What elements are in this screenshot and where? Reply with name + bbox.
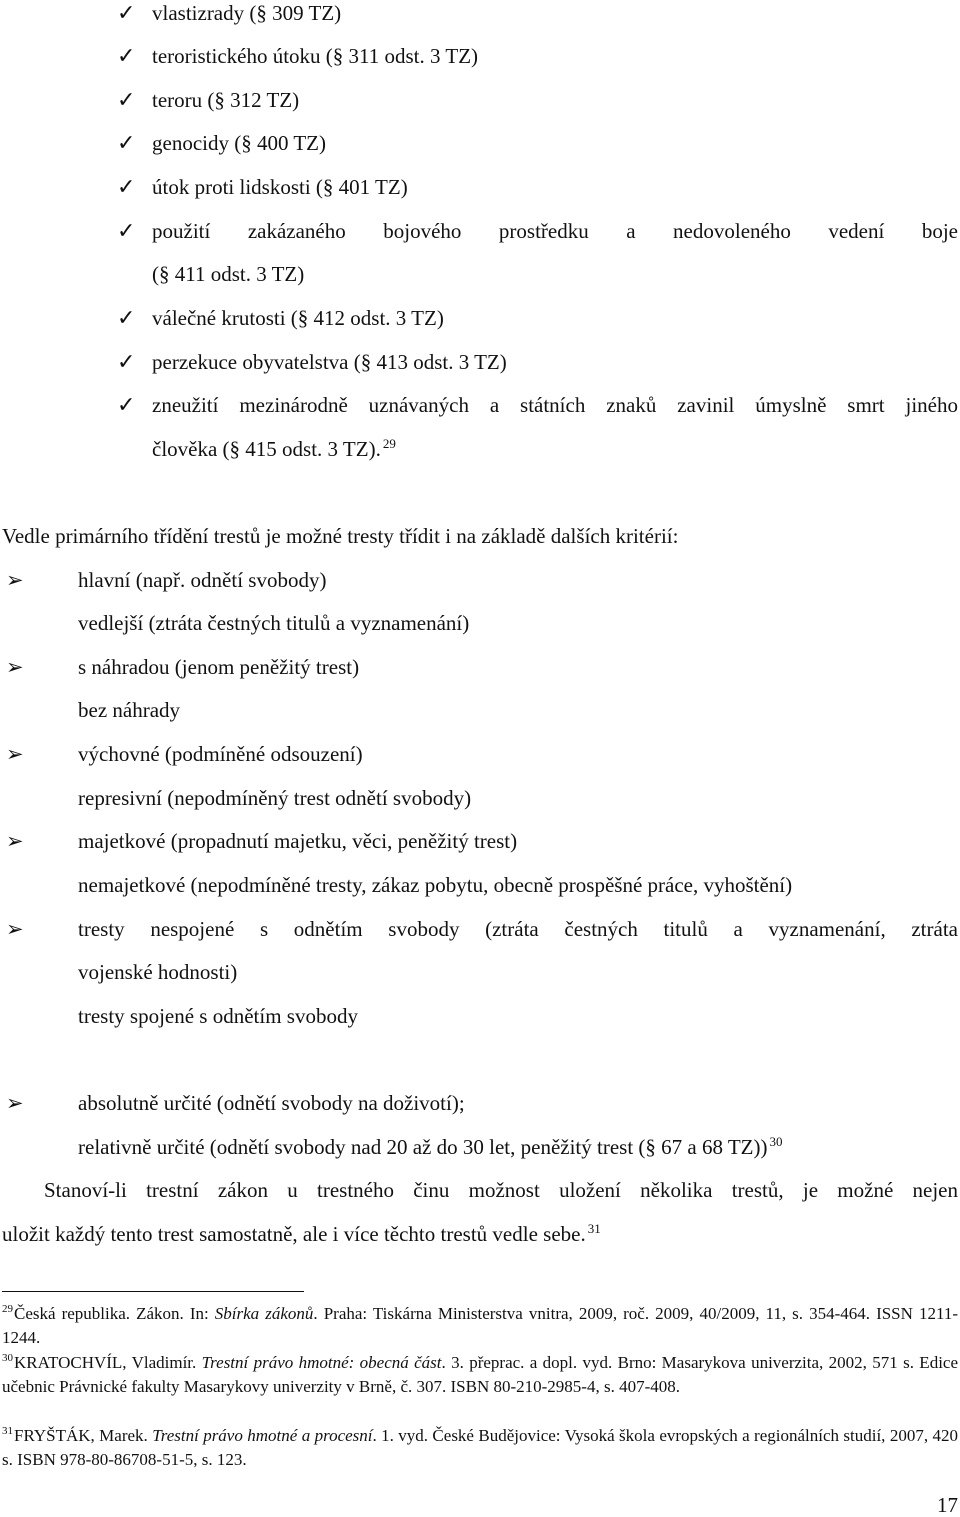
checkmark-icon: ✓ bbox=[117, 43, 136, 68]
footnote-ref: 30 bbox=[769, 1134, 783, 1149]
list-item: hlavní (např. odnětí svobody) bbox=[78, 568, 327, 592]
footnote-number: 30 bbox=[2, 1352, 13, 1364]
arrow-bullet-icon: ➢ bbox=[6, 829, 24, 853]
closing-paragraph-line: Stanoví-li trestní zákon u trestného činu možnost uložení několika trestů, je možné nejen bbox=[44, 1178, 958, 1202]
list-item: teroru (§ 312 TZ) bbox=[152, 88, 300, 112]
footnote-text: KRATOCHVÍL, Vladimír. bbox=[14, 1353, 202, 1372]
footnote-title: Trestní právo hmotné: obecná část bbox=[201, 1353, 442, 1372]
checkmark-icon: ✓ bbox=[117, 349, 136, 374]
list-item-text: člověka (§ 415 odst. 3 TZ). bbox=[152, 437, 381, 461]
intro-sentence: Vedle primárního třídění trestů je možné tresty třídit i na základě dalších kritérií: bbox=[2, 524, 679, 548]
closing-paragraph-line bbox=[2, 1221, 601, 1247]
footnote-title: Trestní právo hmotné a procesní bbox=[152, 1426, 373, 1445]
list-item-continuation: (§ 411 odst. 3 TZ) bbox=[152, 262, 305, 286]
list-item: genocidy (§ 400 TZ) bbox=[152, 131, 326, 155]
list-item-continuation: vojenské hodnosti) bbox=[78, 960, 238, 984]
footnote-ref: 31 bbox=[587, 1221, 601, 1236]
list-item: majetkové (propadnutí majetku, věci, peněžitý trest) bbox=[78, 829, 518, 853]
checkmark-icon: ✓ bbox=[117, 130, 136, 155]
list-item-text: relativně určité (odnětí svobody nad 20 až do 30 let, peněžitý trest (§ 67 a 68 TZ)) bbox=[78, 1135, 768, 1159]
list-item: útok proti lidskosti (§ 401 TZ) bbox=[152, 175, 408, 199]
footnote-title: Sbírka zákonů bbox=[214, 1304, 314, 1323]
list-item: represivní (nepodmíněný trest odnětí svobody) bbox=[78, 786, 472, 810]
closing-text: uložit každý tento trest samostatně, ale i více těchto trestů vedle sebe. bbox=[2, 1222, 586, 1246]
checkmark-icon: ✓ bbox=[117, 87, 136, 112]
list-item: vedlejší (ztráta čestných titulů a vyznamenání) bbox=[78, 611, 470, 635]
arrow-bullet-icon: ➢ bbox=[6, 655, 24, 679]
list-item: bez náhrady bbox=[78, 698, 181, 722]
footnote bbox=[2, 1302, 958, 1350]
footnote bbox=[2, 1424, 958, 1472]
list-item bbox=[78, 1134, 782, 1160]
arrow-bullet-icon: ➢ bbox=[6, 742, 24, 766]
footnote-text: . 3. přeprac. a dopl. vyd. Brno: Masarykova univerzita, 2002, 571 s. Edice učebnic Právnické fakulty Masarykovy univerzity v Brně, č. 307. ISBN 80-210-2985-4, s. 407-408. bbox=[2, 1353, 959, 1396]
arrow-bullet-icon: ➢ bbox=[6, 1091, 24, 1115]
arrow-bullet-icon: ➢ bbox=[6, 917, 24, 941]
footnote-text: . Praha: Tiskárna Ministerstva vnitra, 2009, roč. 2009, 40/2009, 11, s. 354-464. ISSN 1211-1244. bbox=[2, 1304, 958, 1347]
footnote-number: 29 bbox=[2, 1303, 13, 1315]
footnote-ref: 29 bbox=[382, 436, 396, 451]
checkmark-icon: ✓ bbox=[117, 174, 136, 199]
list-item: válečné krutosti (§ 412 odst. 3 TZ) bbox=[152, 306, 444, 330]
footnote bbox=[2, 1351, 958, 1399]
list-item: tresty nespojené s odnětím svobody (ztráta čestných titulů a vyznamenání, ztráta bbox=[78, 917, 958, 941]
checkmark-icon: ✓ bbox=[117, 0, 136, 25]
footnote-text: FRYŠTÁK, Marek. bbox=[14, 1426, 153, 1445]
list-item: použití zakázaného bojového prostředku a nedovoleného vedení boje bbox=[152, 219, 958, 243]
footnote-text: . 1. vyd. České Budějovice: Vysoká škola evropských a regionálních studií, 2007, 420 s. ISBN 978-80-86708-51-5, s. 123. bbox=[2, 1426, 958, 1469]
list-item: zneužití mezinárodně uznávaných a státních znaků zavinil úmyslně smrt jiného bbox=[152, 393, 958, 417]
footnote-separator bbox=[2, 1291, 304, 1292]
footnote-number: 31 bbox=[2, 1425, 13, 1437]
checkmark-icon: ✓ bbox=[117, 305, 136, 330]
footnote-text: Česká republika. Zákon. In: bbox=[14, 1304, 215, 1323]
checkmark-icon: ✓ bbox=[117, 392, 136, 417]
list-item: výchovné (podmíněné odsouzení) bbox=[78, 742, 363, 766]
arrow-bullet-icon: ➢ bbox=[6, 568, 24, 592]
list-item: vlastizrady (§ 309 TZ) bbox=[152, 1, 342, 25]
list-item: tresty spojené s odnětím svobody bbox=[78, 1004, 358, 1028]
list-item: s náhradou (jenom peněžitý trest) bbox=[78, 655, 360, 679]
list-item: absolutně určité (odnětí svobody na doživotí); bbox=[78, 1091, 465, 1115]
page-number: 17 bbox=[937, 1493, 958, 1517]
checkmark-icon: ✓ bbox=[117, 218, 136, 243]
list-item: teroristického útoku (§ 311 odst. 3 TZ) bbox=[152, 44, 479, 68]
list-item-continuation bbox=[152, 436, 396, 462]
list-item: perzekuce obyvatelstva (§ 413 odst. 3 TZ) bbox=[152, 350, 507, 374]
list-item: nemajetkové (nepodmíněné tresty, zákaz pobytu, obecně prospěšné práce, vyhoštění) bbox=[78, 873, 793, 897]
